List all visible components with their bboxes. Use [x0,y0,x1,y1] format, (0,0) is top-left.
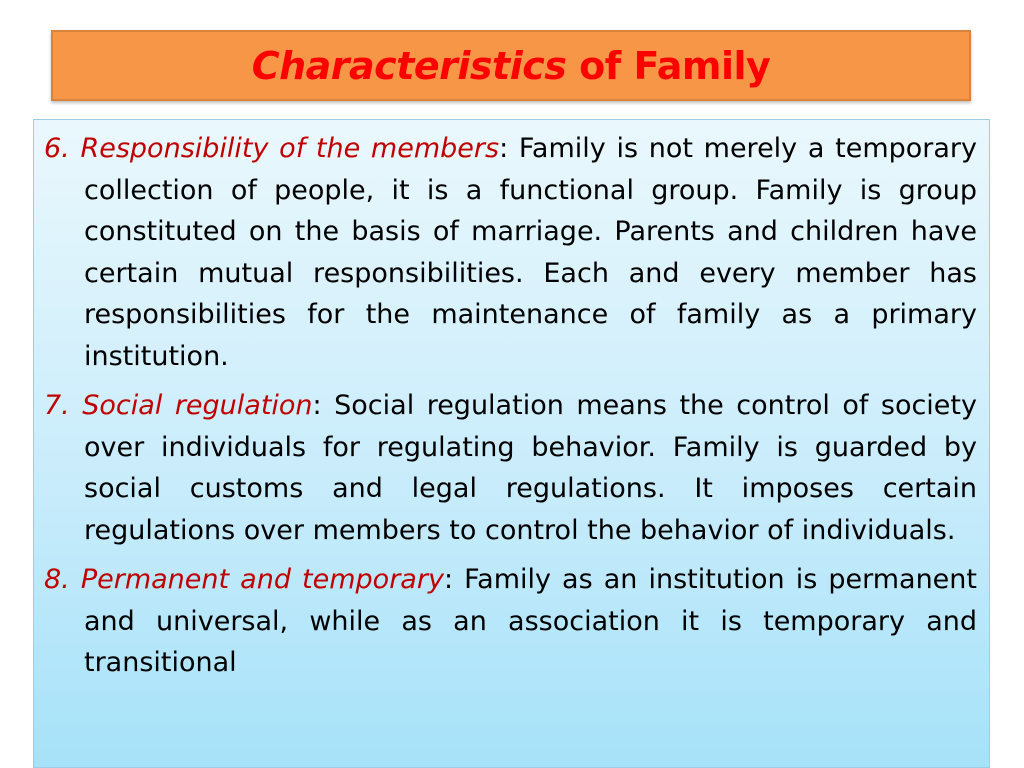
list-item [44,385,977,551]
list-item [44,559,977,684]
slide-title [252,44,771,88]
item-number: 6. [44,133,70,164]
title-italic-part: Characteristics [251,43,567,88]
item-heading [44,390,313,421]
title-regular-part: of Family [566,43,771,88]
item-body: : Family is not merely a temporary collection of people, it is a functional group. Family is group constituted on the basis of marriage. Parents and children have certain mutual responsibilities. Each and every member has responsibilities for the maintenance of family as a primary institution. [84,133,977,372]
item-heading [44,564,444,595]
item-heading-text: Social regulation [82,390,313,421]
item-heading-text: Responsibility of the members [80,133,500,164]
item-body: : Family as an institution is permanent and universal, while as an association it is temporary and transitional [84,564,977,678]
item-heading-text: Permanent and temporary [80,564,444,595]
item-number: 7. [44,390,70,421]
title-bar [51,30,971,101]
item-body: : Social regulation means the control of society over individuals for regulating behavior. Family is guarded by social customs and legal regulations. It imposes certain regulations over members to control the behavior of individuals. [84,390,977,546]
list-item [44,128,977,377]
content-box [33,119,990,768]
item-number: 8. [44,564,70,595]
item-heading [44,133,499,164]
